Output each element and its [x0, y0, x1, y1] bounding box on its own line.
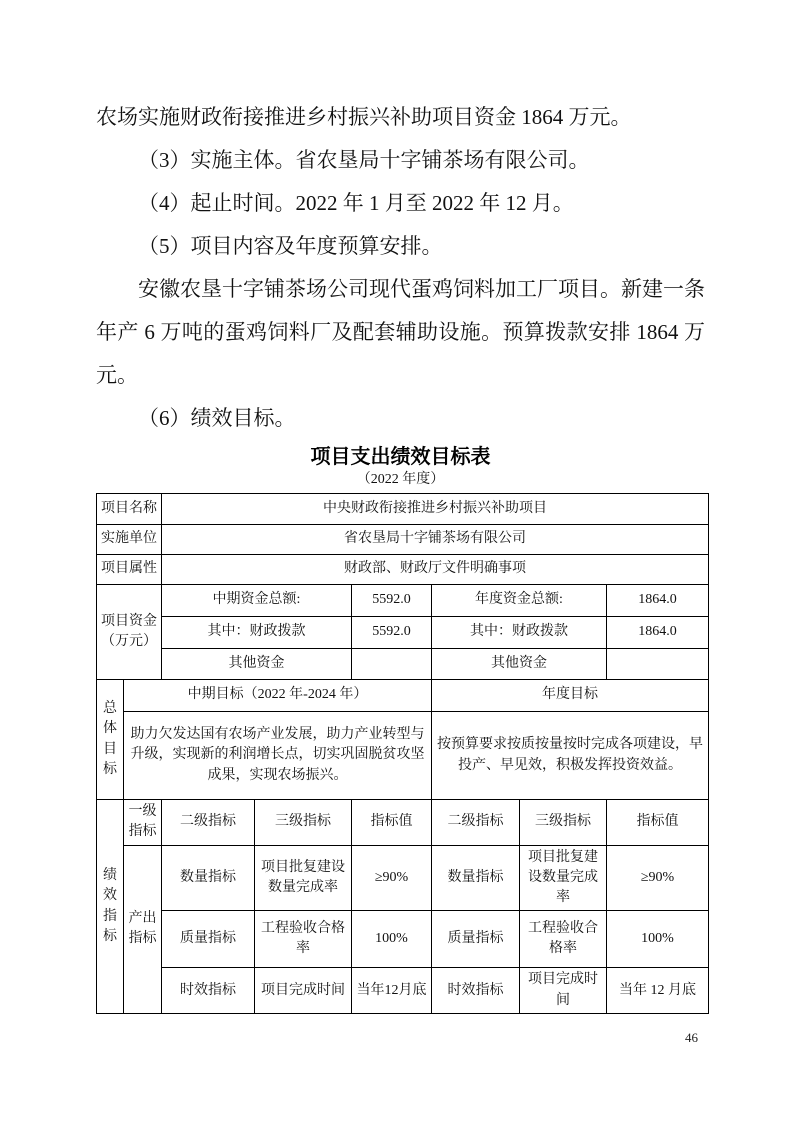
table-row [97, 494, 709, 525]
project-name-value: 中央财政衔接推进乡村振兴补助项目 [162, 494, 709, 525]
table-row [97, 617, 709, 649]
timeliness-indicator-mid: 时效指标 [162, 968, 255, 1014]
project-name-label: 项目名称 [97, 494, 162, 525]
quantity-value-year: ≥90% [607, 845, 709, 911]
mid-goal-header: 中期目标（2022 年-2024 年） [124, 680, 432, 712]
year-other-label: 其他资金 [432, 649, 607, 680]
table-row [97, 585, 709, 617]
table-subtitle: （2022 年度） [356, 472, 445, 487]
performance-target-table [96, 493, 709, 1014]
table-row [97, 911, 709, 968]
quantity-value-mid: ≥90% [352, 845, 432, 911]
timeliness-value-year: 当年 12 月底 [607, 968, 709, 1014]
implement-unit-value: 省农垦局十字铺茶场有限公司 [162, 525, 709, 555]
body-paragraph: 安徽农垦十字铺茶场公司现代蛋鸡饲料加工厂项目。新建一条年产 6 万吨的蛋鸡饲料厂及配套辅助设施。预算拨款安排 1864 万元。 [96, 277, 705, 387]
mid-other-value [352, 649, 432, 680]
performance-indicator-label: 绩效指标 [97, 800, 124, 1014]
level1-header: 一级指标 [124, 800, 162, 846]
quality-indicator-year: 质量指标 [432, 911, 520, 968]
timeliness-metric-year: 项目完成时间 [520, 968, 607, 1014]
year-goal-text: 按预算要求按质按量按时完成各项建设，早投产、早见效，积极发挥投资效益。 [432, 712, 709, 800]
quality-value-year: 100% [607, 911, 709, 968]
level2-header-year: 二级指标 [432, 800, 520, 846]
project-attribute-label: 项目属性 [97, 555, 162, 585]
level3-header-year: 三级指标 [520, 800, 607, 846]
table-row [97, 649, 709, 680]
page-number: 46 [685, 1030, 698, 1045]
overall-goal-label: 总体目标 [97, 680, 124, 800]
body-paragraph: （6）绩效目标。 [138, 406, 296, 430]
level3-header-mid: 三级指标 [255, 800, 352, 846]
table-row [97, 680, 709, 712]
year-total-label: 年度资金总额: [432, 585, 607, 617]
mid-total-value: 5592.0 [352, 585, 432, 617]
timeliness-value-mid: 当年12月底 [352, 968, 432, 1014]
year-fiscal-label: 其中：财政拨款 [432, 617, 607, 649]
year-total-value: 1864.0 [607, 585, 709, 617]
table-row [97, 712, 709, 800]
quantity-metric-year: 项目批复建设数量完成率 [520, 845, 607, 911]
body-paragraph: （5）项目内容及年度预算安排。 [138, 234, 443, 258]
table-row [97, 800, 709, 846]
quality-indicator-mid: 质量指标 [162, 911, 255, 968]
body-paragraph: （3）实施主体。省农垦局十字铺茶场有限公司。 [138, 148, 590, 172]
timeliness-metric-mid: 项目完成时间 [255, 968, 352, 1014]
quality-metric-mid: 工程验收合格率 [255, 911, 352, 968]
project-attribute-value: 财政部、财政厅文件明确事项 [162, 555, 709, 585]
quality-value-mid: 100% [352, 911, 432, 968]
mid-goal-text: 助力欠发达国有农场产业发展，助力产业转型与升级，实现新的利润增长点，切实巩固脱贫攻坚成果，实现农场振兴。 [124, 712, 432, 800]
implement-unit-label: 实施单位 [97, 525, 162, 555]
mid-fiscal-value: 5592.0 [352, 617, 432, 649]
output-indicator-label: 产出指标 [124, 845, 162, 1013]
timeliness-indicator-year: 时效指标 [432, 968, 520, 1014]
table-row [97, 968, 709, 1014]
level2-header-mid: 二级指标 [162, 800, 255, 846]
mid-other-label: 其他资金 [162, 649, 352, 680]
table-title: 项目支出绩效目标表 [310, 446, 491, 468]
body-paragraph: 农场实施财政衔接推进乡村振兴补助项目资金 1864 万元。 [96, 105, 632, 129]
project-funding-label: 项目资金（万元） [97, 585, 162, 680]
table-row [97, 845, 709, 911]
value-header-mid: 指标值 [352, 800, 432, 846]
mid-fiscal-label: 其中：财政拨款 [162, 617, 352, 649]
quantity-indicator-mid: 数量指标 [162, 845, 255, 911]
year-goal-header: 年度目标 [432, 680, 709, 712]
year-fiscal-value: 1864.0 [607, 617, 709, 649]
table-row [97, 555, 709, 585]
mid-total-label: 中期资金总额: [162, 585, 352, 617]
quantity-metric-mid: 项目批复建设数量完成率 [255, 845, 352, 911]
table-row [97, 525, 709, 555]
quality-metric-year: 工程验收合格率 [520, 911, 607, 968]
body-paragraph: （4）起止时间。2022 年 1 月至 2022 年 12 月。 [138, 191, 574, 215]
quantity-indicator-year: 数量指标 [432, 845, 520, 911]
value-header-year: 指标值 [607, 800, 709, 846]
year-other-value [607, 649, 709, 680]
